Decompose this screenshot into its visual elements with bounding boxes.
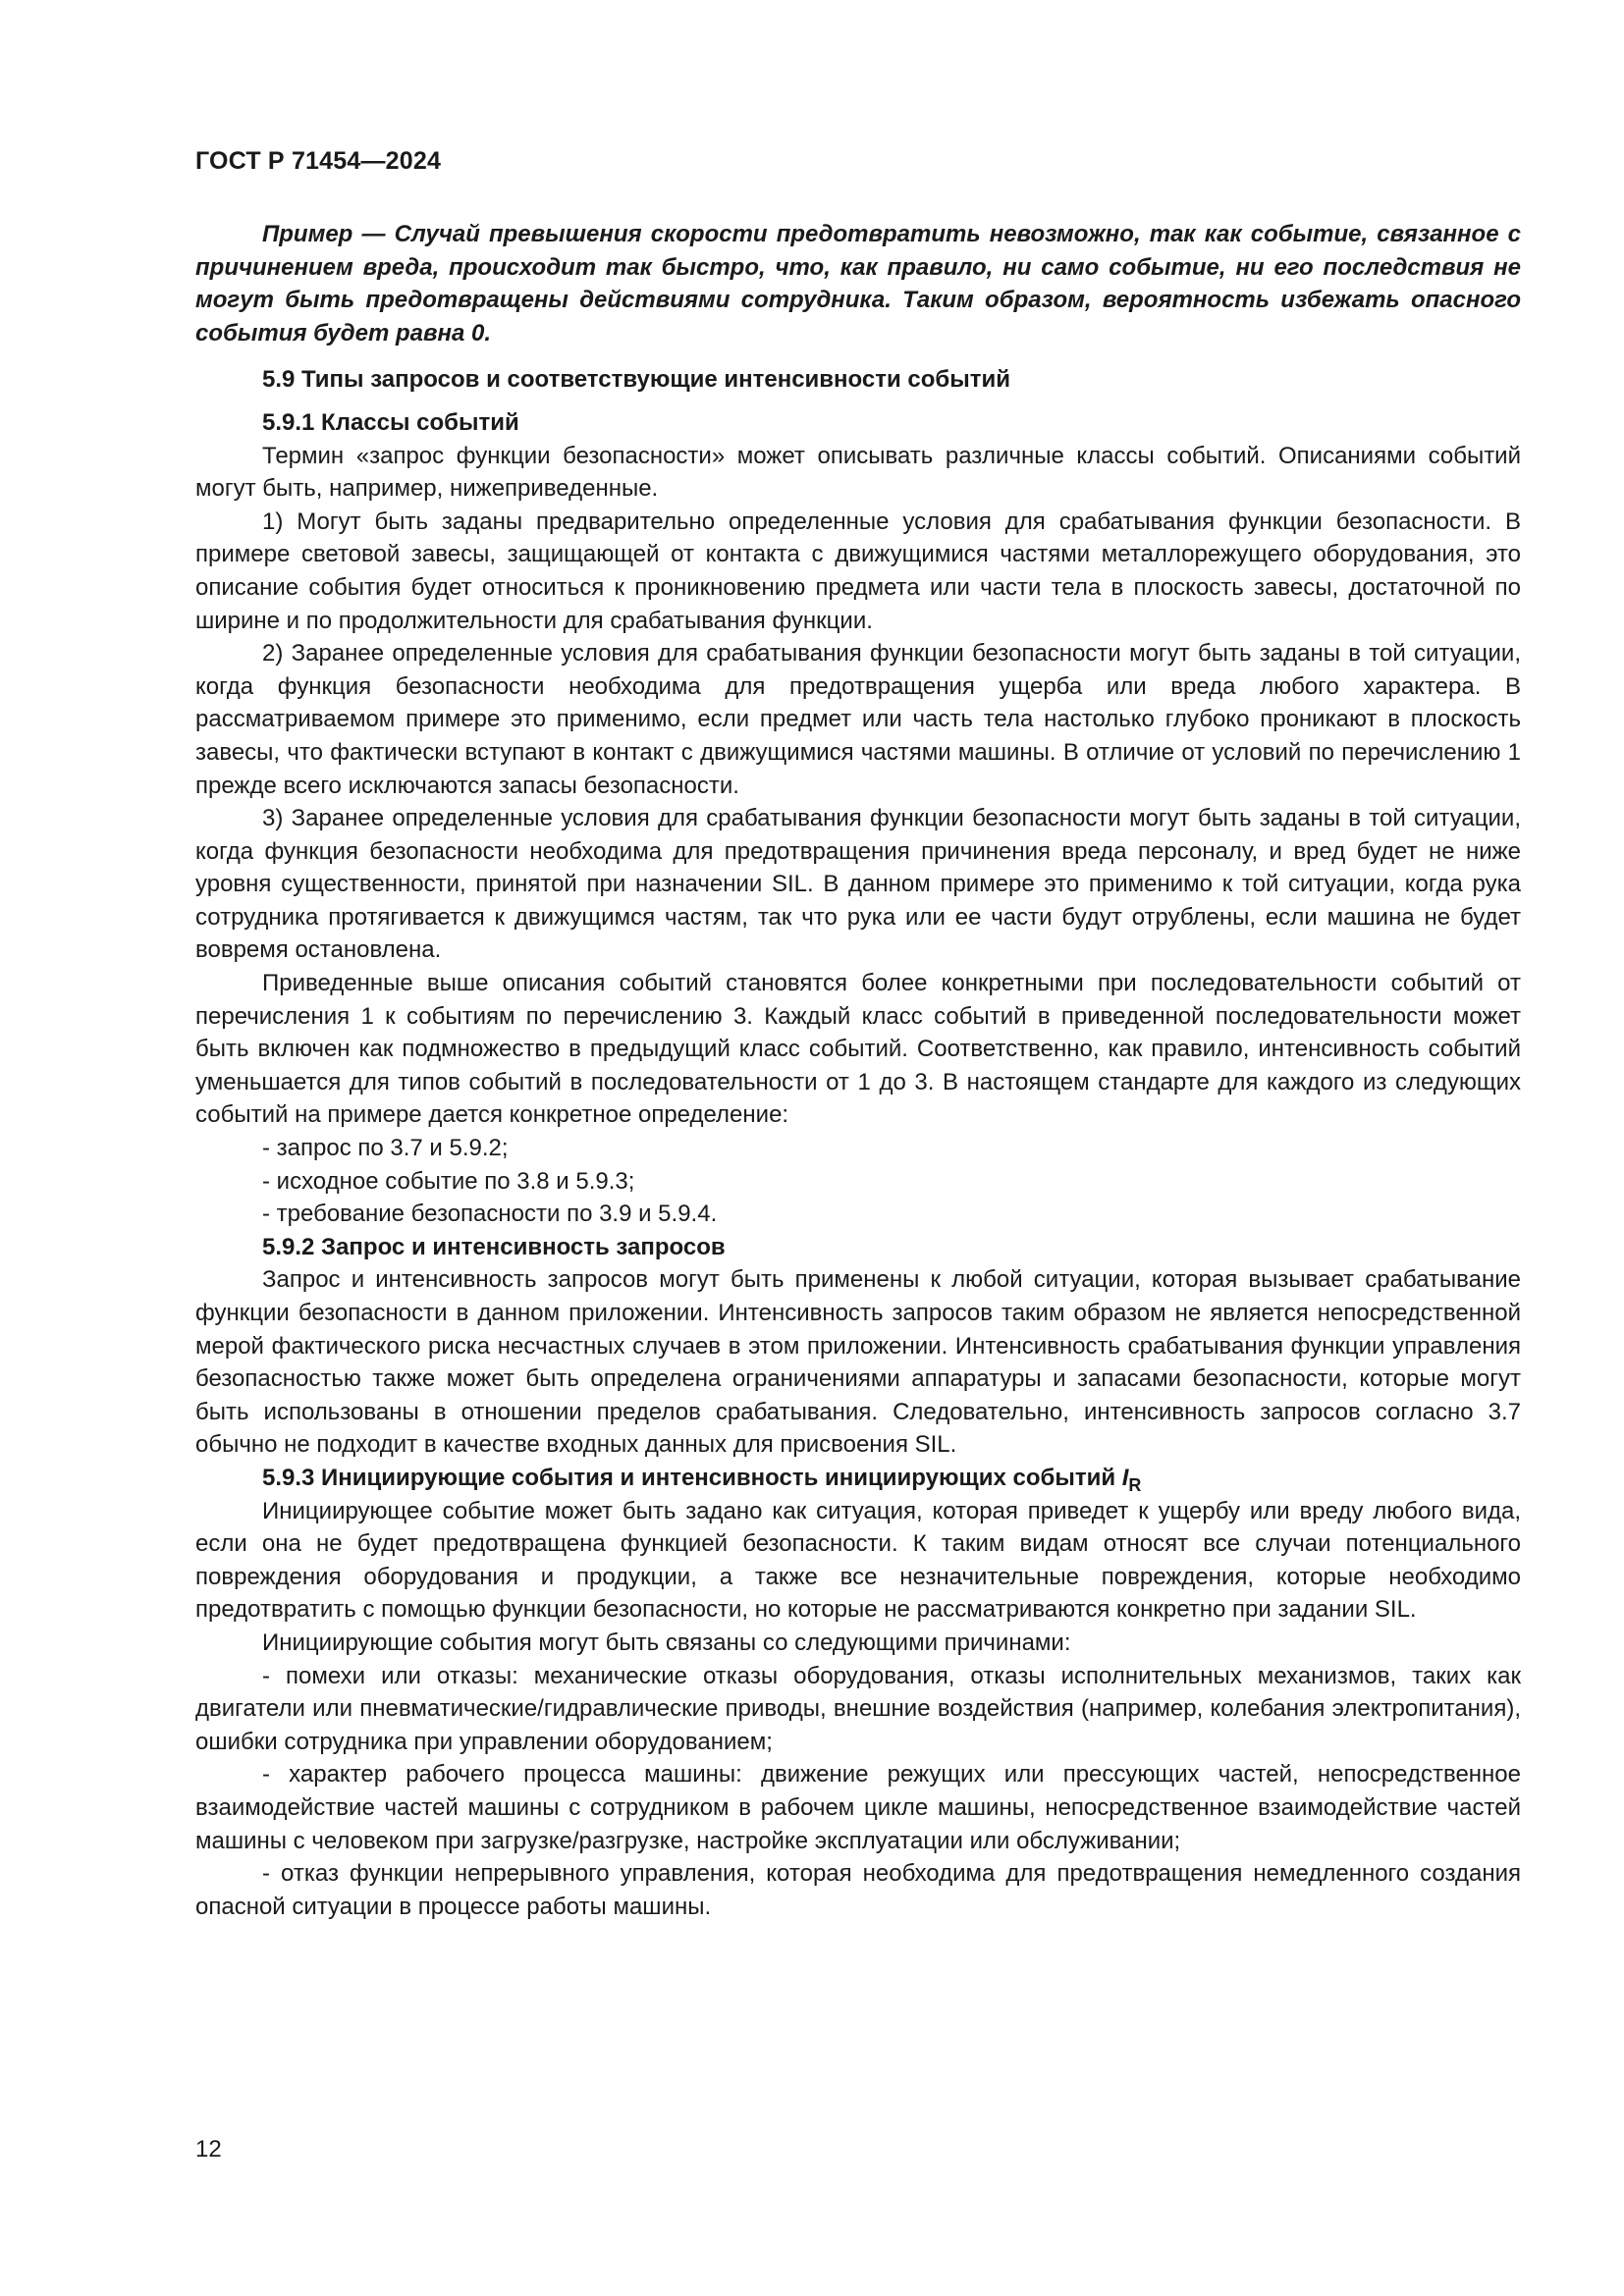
paragraph: Приведенные выше описания событий становятся более конкретными при последовательности событий от перечисления 1 к событиям по перечислению 3. Каждый класс событий в приведенной последовательности может быть включен как подмножество в предыдущий класс событий. Соответственно, как правило, интенсивность событий уменьшается для типов событий в последовательности от 1 до 3. В настоящем стандарте для каждого из следующих событий на примере дается конкретное определение:: [195, 970, 1521, 1129]
paragraph: Инициирующие события могут быть связаны со следующими причинами:: [262, 1629, 1071, 1656]
page-body: [195, 218, 1521, 1923]
symbol-i: I: [1121, 1464, 1129, 1491]
bullet-paragraph: - отказ функции непрерывного управления, которая необходима для предотвращения немедленного создания опасной ситуации в процессе работы машины.: [195, 1860, 1521, 1920]
standard-header: ГОСТ Р 71454—2024: [195, 147, 442, 175]
list-item: - запрос по 3.7 и 5.9.2;: [262, 1135, 509, 1162]
section-5-9-heading: 5.9 Типы запросов и соответствующие интенсивности событий: [262, 366, 1011, 394]
paragraph: 3) Заранее определенные условия для срабатывания функции безопасности могут быть заданы в той ситуации, когда функция безопасности необходима для предотвращения причинения вреда персоналу, и вред будет не ниже уровня существенности, принятой при назначении SIL. В данном примере это применимо к той ситуации, когда рука сотрудника протягивается к движущимся частям, так что рука или ее части будут отрублены, если машина не будет вовремя остановлена.: [195, 805, 1521, 964]
paragraph: 1) Могут быть заданы предварительно определенные условия для срабатывания функции безопасности. В примере световой завесы, защищающей от контакта с движущимися частями металлорежущего оборудования, это описание события будет относиться к проникновению предмета или части тела в плоскость завесы, достаточной по ширине и по продолжительности для срабатывания функции.: [195, 507, 1521, 634]
section-5-9-3-heading: 5.9.3 Инициирующие события и интенсивность инициирующих событий: [262, 1464, 1116, 1491]
list-item: - требование безопасности по 3.9 и 5.9.4.: [262, 1201, 718, 1228]
list-item: - исходное событие по 3.8 и 5.9.3;: [262, 1167, 635, 1195]
page-number: 12: [195, 2136, 222, 2163]
paragraph: Термин «запрос функции безопасности» может описывать различные классы событий. Описаниями событий могут быть, например, нижеприведенные.: [195, 442, 1521, 503]
symbol-subscript: R: [1128, 1474, 1142, 1495]
section-5-9-1-heading: 5.9.1 Классы событий: [262, 408, 519, 436]
section-5-9-3-heading-row: [195, 1462, 1521, 1495]
bullet-paragraph: - помехи или отказы: механические отказы оборудования, отказы исполнительных механизмов, таких как двигатели или пневматические/гидравлические приводы, внешние воздействия (например, колебания электропитания), ошибки сотрудника при управлении оборудованием;: [195, 1662, 1521, 1755]
paragraph: Запрос и интенсивность запросов могут быть применены к любой ситуации, которая вызывает срабатывание функции безопасности в данном приложении. Интенсивность запросов таким образом не является непосредственной мерой фактического риска несчастных случаев в этом приложении. Интенсивность срабатывания функции управления безопасностью также может быть определена ограничениями аппаратуры и запасами безопасности, которые могут быть использованы в отношении пределов срабатывания. Следовательно, интенсивность запросов согласно 3.7 обычно не подходит в качестве входных данных для присвоения SIL.: [195, 1266, 1521, 1459]
paragraph: Инициирующее событие может быть задано как ситуация, которая приведет к ущербу или вреду любого вида, если она не будет предотвращена функцией безопасности. К таким видам относят все случаи потенциального повреждения оборудования и продукции, а также все незначительные повреждения, которые необходимо предотвратить с помощью функции безопасности, но которые не рассматриваются конкретно при задании SIL.: [195, 1497, 1521, 1624]
example-note: Пример — Случай превышения скорости предотвратить невозможно, так как событие, связанное с причинением вреда, происходит так быстро, что, как правило, ни само событие, ни его последствия не могут быть предотвращены действиями сотрудника. Таким образом, вероятность избежать опасного события будет равна 0.: [195, 221, 1521, 347]
paragraph: 2) Заранее определенные условия для срабатывания функции безопасности могут быть заданы в той ситуации, когда функция безопасности необходима для предотвращения ущерба или вреда любого характера. В рассматриваемом примере это применимо, если предмет или часть тела настолько глубоко проникают в плоскость завесы, что фактически вступают в контакт с движущимися частями машины. В отличие от условий по перечислению 1 прежде всего исключаются запасы безопасности.: [195, 640, 1521, 799]
bullet-paragraph: - характер рабочего процесса машины: движение режущих или прессующих частей, непосредственное взаимодействие частей машины с сотрудником в рабочем цикле машины, непосредственное взаимодействие частей машины с человеком при загрузке/разгрузке, настройке эксплуатации или обслуживании;: [195, 1761, 1521, 1854]
section-5-9-2-heading: 5.9.2 Запрос и интенсивность запросов: [262, 1233, 726, 1260]
